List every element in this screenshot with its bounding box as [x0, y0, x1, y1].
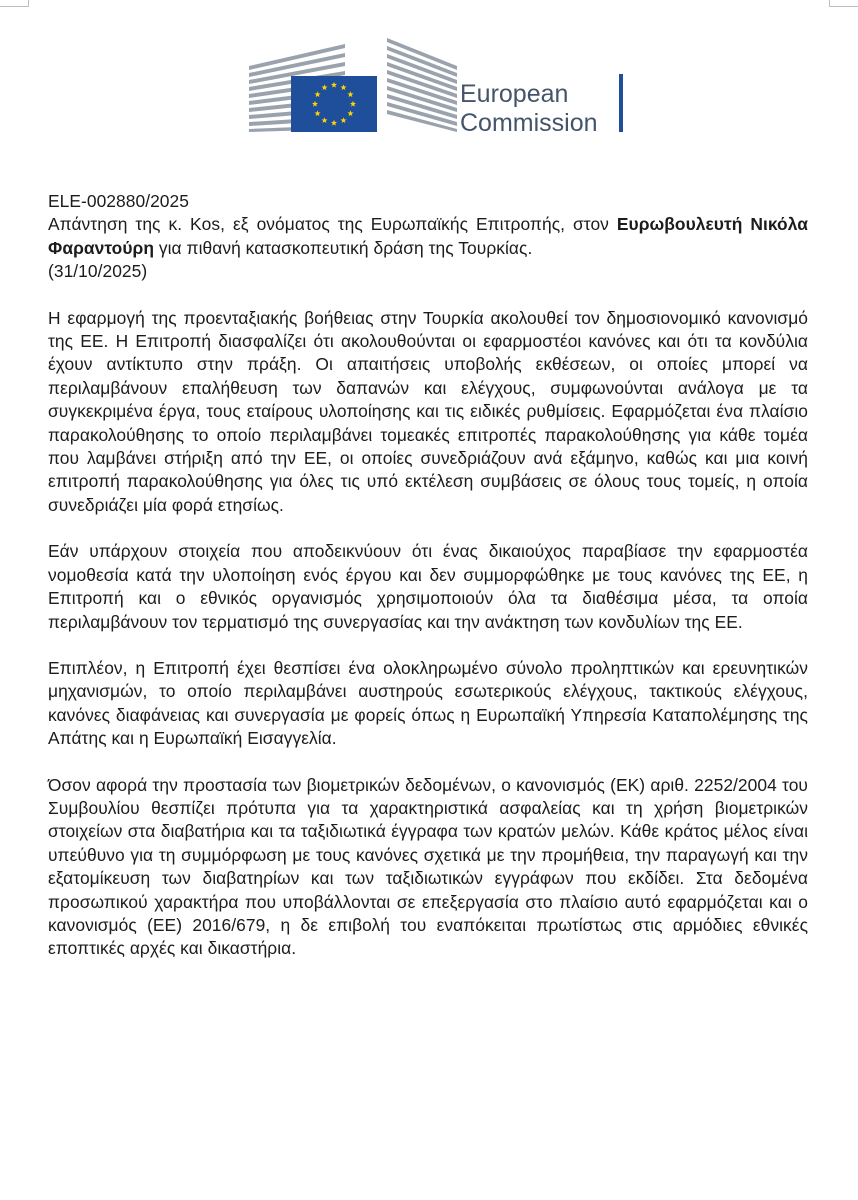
logo-line-2: Commission [460, 109, 598, 137]
answer-date: (31/10/2025) [48, 261, 148, 282]
european-commission-logo [247, 36, 637, 136]
eu-flag-building-icon [247, 36, 462, 136]
document-body [48, 190, 808, 961]
corner-mark-left [0, 0, 29, 7]
corner-mark-right [829, 0, 858, 7]
logo-wordmark [460, 80, 598, 138]
paragraph-2: Εάν υπάρχουν στοιχεία που αποδεικνύουν ότι ένας δικαιούχος παραβίασε την εφαρμοστέα νομοθεσία κατά την υλοποίηση ενός έργου και δεν συμμορφώθηκε με τους κανόνες της ΕΕ, η Επιτροπή και ο εθνικός οργανισμός χρησιμοποιούν όλα τα διαθέσιμα μέσα, τα οποία περιλαμβάνουν τον τερματισμό της συνεργασίας και την ανάκτηση των κονδυλίων της ΕΕ. [48, 541, 808, 632]
reference-number: ELE-002880/2025 [48, 191, 189, 211]
intro-before: Απάντηση της κ. Kos, εξ ονόματος της Ευρωπαϊκής Επιτροπής, στον [48, 214, 609, 235]
logo-line-1: European [460, 80, 569, 108]
intro-line [48, 213, 808, 260]
paragraph-3: Επιπλέον, η Επιτροπή έχει θεσπίσει ένα ολοκληρωμένο σύνολο προληπτικών και ερευνητικών μηχανισμών, το οποίο περιλαμβάνει αυστηρούς εσωτερικούς ελέγχους, τακτικούς ελέγχους, κανόνες διαφάνειας και συνεργασία με φορείς όπως η Ευρωπαϊκή Υπηρεσία Καταπολέμησης της Απάτης και η Ευρωπαϊκή Εισαγγελία. [48, 657, 808, 749]
intro-after: για πιθανή κατασκοπευτική δράση της Τουρκίας. [158, 237, 533, 258]
paragraph-1: Η εφαρμογή της προενταξιακής βοήθειας στην Τουρκία ακολουθεί τον δημοσιονομικό κανονισμό της ΕΕ. Η Επιτροπή διασφαλίζει ότι ακολουθούνται οι εφαρμοστέοι κανόνες και ότι τα κονδύλια έχουν αντίκτυπο στην πράξη. Οι απαιτήσεις υποβολής εκθέσεων, οι οποίες μπορεί να περιλαμβάνουν επαλήθευση των δαπανών και ελέγχους, συμφωνούνται ανάλογα με τα συγκεκριμένα έργα, τους εταίρους υλοποίησης και τις ειδικές ρυθμίσεις. Εφαρμόζεται ένα πλαίσιο παρακολούθησης το οποίο περιλαμβάνει τομεακές επιτροπές παρακολούθησης για κάθε τομέα που λαμβάνει στήριξη από την ΕΕ, οι οποίες συνεδριάζουν ανά εξάμηνο, καθώς και μια κοινή επιτροπή παρακολούθησης για όλες τις υπό εκτέλεση συμβάσεις σε όλους τους τομείς, η οποία συνεδριάζει μία φορά ετησίως. [48, 307, 808, 515]
logo-divider-bar [619, 74, 623, 132]
intro-recipient: Ευρωβουλευτή Νικόλα Φαραντούρη [48, 214, 808, 258]
paragraph-4: Όσον αφορά την προστασία των βιομετρικών δεδομένων, ο κανονισμός (ΕΚ) αριθ. 2252/2004 του Συμβουλίου θεσπίζει πρότυπα για τα χαρακτηριστικά ασφαλείας και τη χρήση βιομετρικών στοιχείων στα διαβατήρια και τα ταξιδιωτικά έγγραφα των κρατών μελών. Κάθε κράτος μέλος είναι υπεύθυνο για τη συμμόρφωση με τους κανόνες σχετικά με την προμήθεια, την παραγωγή και την εξατομίκευση των διαβατηρίων και των ταξιδιωτικών εγγράφων που εκδίδει. Στα δεδομένα προσωπικού χαρακτήρα που υποβάλλονται σε επεξεργασία στο πλαίσιο αυτό εφαρμόζεται και ο κανονισμός (ΕΕ) 2016/679, η δε επιβολή του εναπόκειται πρωτίστως στις αρμόδιες εθνικές εποπτικές αρχές και δικαστήρια. [48, 774, 808, 959]
